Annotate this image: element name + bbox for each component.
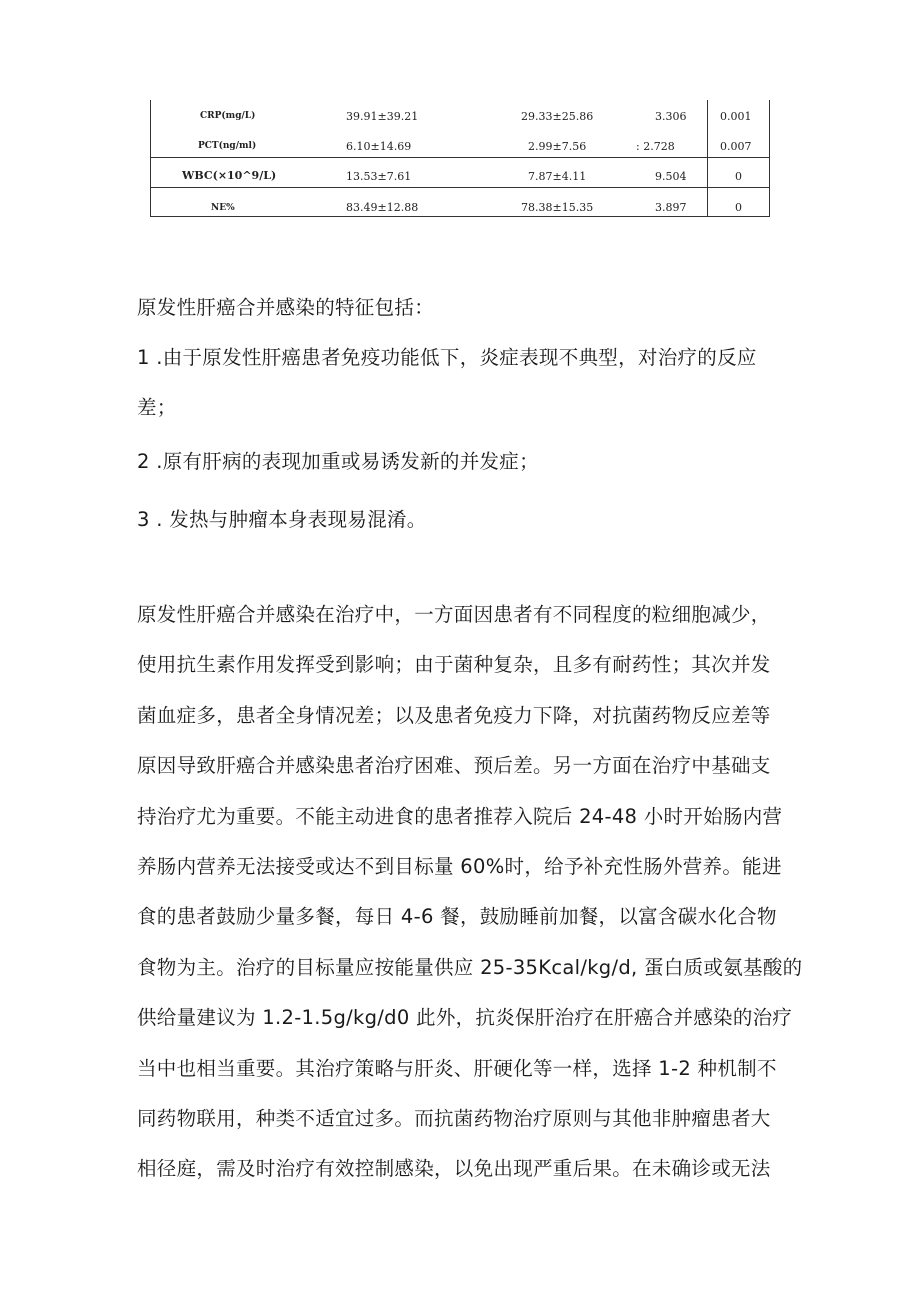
features-heading: 原发性肝癌合并感染的特征包括： [137,296,435,319]
feature-item-3: 3 . 发热与肿瘤本身表现易混淆。 [137,508,427,531]
table-cell: 29.33±25.86 [521,110,594,123]
table-cell: 0.007 [720,140,752,153]
table-cell: 7.87±4.11 [528,170,587,183]
treatment-paragraph [137,590,803,1195]
table-cell: 83.49±12.88 [346,201,419,214]
table-cell: : 2.728 [636,140,675,153]
table-cell: 39.91±39.21 [346,110,419,123]
table-row-label: CRP(mg/L) [200,111,256,121]
statistics-table [150,100,770,217]
table-row-label: WBC(×10^9/L) [182,169,277,182]
table-cell: 13.53±7.61 [346,170,412,183]
table-cell: 9.504 [655,170,687,183]
table-left-border [150,100,151,217]
table-cell: 0 [735,170,742,183]
table-cell: 0.001 [720,110,752,123]
table-cell: 3.897 [655,201,687,214]
table-cell: 0 [735,201,742,214]
table-cell: 6.10±14.69 [346,140,412,153]
paragraph-line: 同药物联用，种类不适宜过多。而抗菌药物治疗原则与其他非肿瘤患者大 [137,1107,771,1131]
table-row-divider [150,187,770,188]
paragraph-line: 食物为主。治疗的目标量应按能量供应 25-35Kcal/kg/d, 蛋白质或氨基酸的 [137,955,803,979]
feature-item-1: 1 .由于原发性肝癌患者免疫功能低下，炎症表现不典型，对治疗的反应 [137,346,757,369]
table-row-label: PCT(ng/ml) [198,141,257,151]
paragraph-line: 相径庭，需及时治疗有效控制感染，以免出现严重后果。在未确诊或无法 [137,1157,771,1181]
table-right-border [769,100,770,217]
paragraph-line: 使用抗生素作用发挥受到影响；由于菌种复杂，且多有耐药性；其次并发 [137,653,771,677]
feature-item-2: 2 .原有肝病的表现加重或易诱发新的并发症； [137,450,539,473]
feature-item-1-continued: 差； [137,396,177,419]
paragraph-line: 供给量建议为 1.2-1.5g/kg/d0 此外，抗炎保肝治疗在肝癌合并感染的治疗 [137,1006,793,1030]
table-row-label: NE% [211,203,235,213]
paragraph-line: 养肠内营养无法接受或达不到目标量 60%时，给予补充性肠外营养。能进 [137,855,782,879]
table-row-divider [150,157,770,158]
paragraph-line: 菌血症多，患者全身情况差；以及患者免疫力下降，对抗菌药物反应差等 [137,703,771,727]
paragraph-line: 当中也相当重要。其治疗策略与肝炎、肝硬化等一样，选择 1-2 种机制不 [137,1056,777,1080]
features-section [137,283,797,545]
paragraph-line: 原因导致肝癌合并感染患者治疗困难、预后差。另一方面在治疗中基础支 [137,754,771,778]
table-cell: 78.38±15.35 [521,201,594,214]
paragraph-line: 原发性肝癌合并感染在治疗中，一方面因患者有不同程度的粒细胞减少， [137,603,771,626]
table-pvalue-divider [707,100,708,217]
paragraph-line: 持治疗尤为重要。不能主动进食的患者推荐入院后 24-48 小时开始肠内营 [137,804,783,828]
table-cell: 3.306 [655,110,687,123]
table-bottom-border [150,216,770,217]
table-cell: 2.99±7.56 [528,140,587,153]
paragraph-line: 食的患者鼓励少量多餐，每日 4-6 餐，鼓励睡前加餐，以富含碳水化合物 [137,905,777,929]
